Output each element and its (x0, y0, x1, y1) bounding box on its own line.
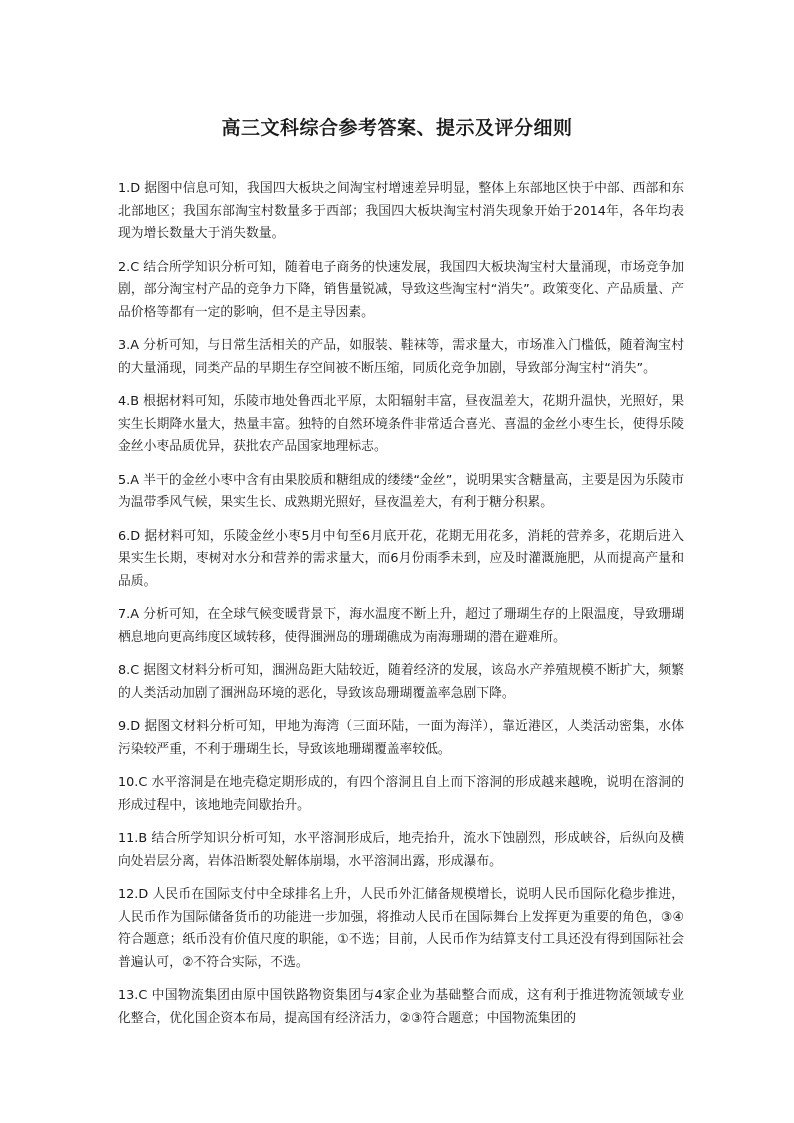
answer-item-13: 13.C 中国物流集团由原中国铁路物资集团与4家企业为基础整合而成，这有利于推进物流领域专业化整合，优化国企资本布局，提高国有经济活力，②③符合题意；中国物流集团的 (118, 988, 684, 1026)
answer-item-2: 2.C 结合所学知识分析可知，随着电子商务的快速发展，我国四大板块淘宝村大量涌现，市场竞争加剧，部分淘宝村产品的竞争力下降，销售量锐减，导致这些淘宝村“消失”。政策变化、产品质量、产品价格等都有一定的影响，但不是主导因素。 (118, 259, 684, 320)
answer-item-11: 11.B 结合所学知识分析可知，水平溶洞形成后，地壳抬升，流水下蚀剧烈，形成峡谷，后纵向及横向处岩层分离，岩体沿断裂处解体崩塌，水平溶洞出露，形成瀑布。 (118, 831, 684, 869)
answer-item-5: 5.A 半干的金丝小枣中含有由果胶质和糖组成的缕缕“金丝”，说明果实含糖量高，主要是因为乐陵市为温带季风气候，果实生长、成熟期光照好，昼夜温差大，有利于糖分积累。 (118, 472, 684, 510)
answer-item-12: 12.D 人民币在国际支付中全球排名上升，人民币外汇储备规模增长，说明人民币国际化稳步推进，人民币作为国际储备货币的功能进一步加强，将推动人民币在国际舞台上发挥更为重要的角色，③④符合题意；纸币没有价值尺度的职能，①不选；目前，人民币作为结算支付工具还没有得到国际社会普遍认可，②不符合实际，不选。 (118, 887, 684, 970)
document-title: 高三文科综合参考答案、提示及评分细则 (221, 117, 573, 139)
answer-item-3: 3.A 分析可知，与日常生活相关的产品，如服装、鞋袜等，需求量大，市场准入门槛低，随着淘宝村的大量涌现，同类产品的早期生存空间被不断压缩，同质化竞争加剧，导致部分淘宝村“消失”。 (118, 338, 684, 376)
answer-item-9: 9.D 据图文材料分析可知，甲地为海湾（三面环陆，一面为海洋），靠近港区，人类活动密集，水体污染较严重，不利于珊瑚生长，导致该地珊瑚覆盖率较低。 (118, 719, 684, 757)
answer-list (118, 178, 684, 1041)
answer-item-4: 4.B 根据材料可知，乐陵市地处鲁西北平原，太阳辐射丰富，昼夜温差大，花期升温快，光照好，果实生长期降水量大，热量丰富。独特的自然环境条件非常适合喜光、喜温的金丝小枣生长，使得乐陵金丝小枣品质优异，获批农产品国家地理标志。 (118, 394, 684, 454)
answer-item-7: 7.A 分析可知，在全球气候变暖背景下，海水温度不断上升，超过了珊瑚生存的上限温度，导致珊瑚栖息地向更高纬度区域转移，使得涠洲岛的珊瑚礁成为南海珊瑚的潜在避难所。 (118, 607, 684, 645)
answer-item-8: 8.C 据图文材料分析可知，涠洲岛距大陆较近，随着经济的发展，该岛水产养殖规模不断扩大，频繁的人类活动加剧了涠洲岛环境的恶化，导致该岛珊瑚覆盖率急剧下降。 (118, 663, 684, 701)
answer-item-1: 1.D 据图中信息可知，我国四大板块之间淘宝村增速差异明显，整体上东部地区快于中部、西部和东北部地区；我国东部淘宝村数量多于西部；我国四大板块淘宝村消失现象开始于2014年，各年均表现为增长数量大于消失数量。 (118, 181, 684, 241)
answer-item-6: 6.D 据材料可知，乐陵金丝小枣5月中旬至6月底开花，花期无用花多，消耗的营养多，花期后进入果实生长期，枣树对水分和营养的需求量大，而6月份雨季未到，应及时灌溉施肥，从而提高产量和品质。 (118, 528, 684, 589)
answer-item-10: 10.C 水平溶洞是在地壳稳定期形成的，有四个溶洞且自上而下溶洞的形成越来越晚，说明在溶洞的形成过程中，该地地壳间歇抬升。 (118, 775, 684, 813)
